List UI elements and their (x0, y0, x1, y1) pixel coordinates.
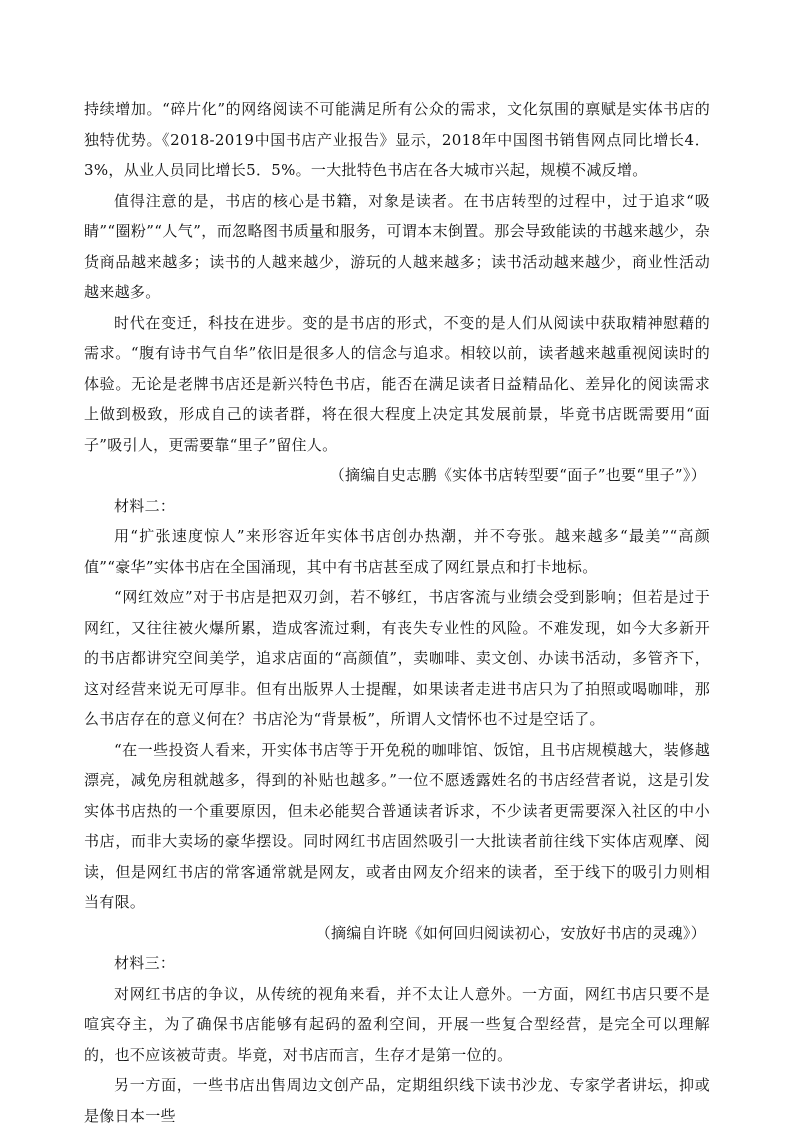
source-citation: （摘编自许晓《如何回归阅读初心，安放好书店的灵魂》） (315, 923, 706, 942)
body-paragraph: “在一些投资人看来，开实体书店等于开免税的咖啡馆、饭馆，且书店规模越大，装修越漂亮，减免房租就越多，得到的补贴也越多。”一位不愿透露姓名的书店经营者说，这是引发实体书店热的一个重要原因，但未必能契合普通读者诉求，不少读者更需要深入社区的中小书店，而非大卖场的豪华摆设。同时网红书店固然吸引一大批读者前往线下实体店观摩、阅读，但是网红书店的常客通常就是网友，或者由网友介绍来的读者，至于线下的吸引力则相当有限。 (84, 740, 710, 911)
section-heading: 材料三： (114, 954, 176, 972)
body-paragraph: 另一方面，一些书店出售周边文创产品，定期组织线下读书沙龙、专家学者讲坛，抑或是像日本一些 (84, 1076, 710, 1125)
source-citation: （摘编自史志鹏《实体书店转型要“面子”也要“里子”》） (329, 466, 706, 484)
body-paragraph: 用“扩张速度惊人”来形容近年实体书店创办热潮，并不夸张。越来越多“最美”“高颜值”“豪华”实体书店在全国涌现，其中有书店甚至成了网红景点和打卡地标。 (84, 527, 710, 576)
section-heading: 材料二： (114, 496, 176, 515)
body-paragraph: “网红效应”对于书店是把双刃剑，若不够红，书店客流与业绩会受到影响；但若是过于网红，又往往被火爆所累，造成客流过剩，有丧失专业性的风险。不难发现，如今大多新开的书店都讲究空间美学，追求店面的“高颜值”，卖咖啡、卖文创、办读书活动，多管齐下，这对经营来说无可厚非。但有出版界人士提醒，如果读者走进书店只为了拍照或喝咖啡，那么书店存在的意义何在？书店沦为“背景板”，所谓人文情怀也不过是空话了。 (84, 588, 710, 728)
body-paragraph: 值得注意的是，书店的核心是书籍，对象是读者。在书店转型的过程中，过于追求“吸睛”“圈粉”“人气”，而忽略图书质量和服务，可谓本末倒置。那会导致能读的书越来越少，杂货商品越来越多；读书的人越来越少，游玩的人越来越多；读书活动越来越少，商业性活动越来越多。 (84, 191, 710, 301)
body-paragraph: 对网红书店的争议，从传统的视角来看，并不太让人意外。一方面，网红书店只要不是喧宾夺主，为了确保书店能够有起码的盈利空间，开展一些复合型经营，是完全可以理解的，也不应该被苛责。毕竟，对书店而言，生存才是第一位的。 (84, 984, 710, 1064)
body-paragraph: 时代在变迁，科技在进步。变的是书店的形式，不变的是人们从阅读中获取精神慰藉的需求。“腹有诗书气自华”依旧是很多人的信念与追求。相较以前，读者越来越重视阅读时的体验。无论是老牌书店还是新兴特色书店，能否在满足读者日益精品化、差异化的阅读需求上做到极致，形成自己的读者群，将在很大程度上决定其发展前景，毕竟书店既需要用“面子”吸引人，更需要靠“里子”留住人。 (84, 313, 710, 454)
body-paragraph: 持续增加。“碎片化”的网络阅读不可能满足所有公众的需求，文化氛围的禀赋是实体书店的独特优势。《2018-2019中国书店产业报告》显示，2018年中国图书销售网点同比增长4．3%，从业人员同比增长5．5%。一大批特色书店在各大城市兴起，规模不减反增。 (84, 100, 710, 179)
